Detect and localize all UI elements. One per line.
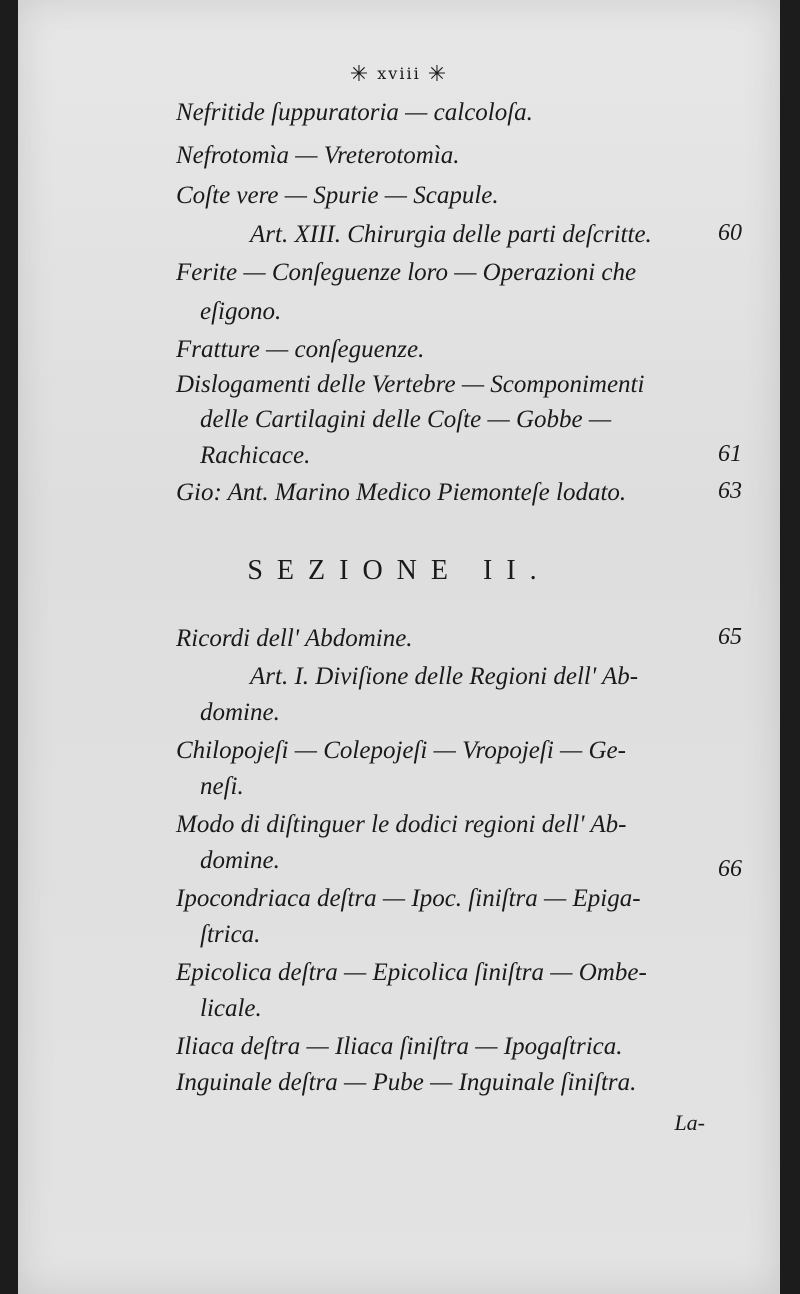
toc-line: delle Cartilagini delle Coſte — Gobbe — [200, 406, 612, 433]
toc-line: Rachicace. [200, 442, 311, 469]
toc-line: Gio: Ant. Marino Medico Piemonteſe lodato. [176, 479, 627, 506]
toc-line: ſtrica. [200, 921, 261, 948]
page-ref: 61 [718, 441, 742, 467]
toc-line: eſigono. [200, 298, 282, 325]
toc-line: Nefritide ſuppuratoria — calcoloſa. [176, 99, 533, 126]
ornament-left-icon: ✳ [349, 62, 371, 87]
toc-line: neſi. [200, 773, 244, 800]
ornament-right-icon: ✳ [427, 62, 449, 87]
toc-line: Inguinale deſtra — Pube — Inguinale ſiniſtra. [176, 1069, 637, 1096]
toc-line: Epicolica deſtra — Epicolica ſiniſtra — Ombe- [176, 959, 647, 986]
toc-line: Coſte vere — Spurie — Scapule. [176, 182, 499, 209]
toc-line: Chilopojeſi — Colepojeſi — Vropojeſi — Ge- [176, 737, 626, 764]
page-ref: 63 [718, 478, 742, 504]
catchword: La- [674, 1110, 705, 1135]
toc-line: Ricordi dell' Abdomine. [176, 625, 413, 652]
toc-line: Fratture — conſeguenze. [176, 336, 425, 363]
toc-line: Modo di diſtinguer le dodici regioni dell' Ab- [176, 811, 627, 838]
toc-line: Dislogamenti delle Vertebre — Scomponimenti [176, 371, 645, 398]
toc-line: Nefrotomìa — Vreterotomìa. [176, 142, 460, 169]
toc-line: licale. [200, 995, 262, 1022]
page-ref: 65 [718, 624, 742, 650]
section-title: SEZIONE II. [247, 555, 551, 586]
toc-line: Ipocondriaca deſtra — Ipoc. ſiniſtra — Epiga- [176, 885, 641, 912]
page-ref: 66 [718, 856, 742, 882]
toc-line: domine. [200, 847, 280, 874]
toc-line: Ferite — Conſeguenze loro — Operazioni che [176, 259, 637, 286]
page-number-roman: xviii [377, 64, 421, 83]
book-page [18, 0, 780, 1294]
toc-line: Iliaca deſtra — Iliaca ſiniſtra — Ipogaſtrica. [176, 1033, 623, 1060]
toc-line: domine. [200, 699, 280, 726]
toc-line: Art. I. Diviſione delle Regioni dell' Ab- [250, 663, 639, 690]
toc-line: Art. XIII. Chirurgia delle parti deſcritte. [250, 221, 652, 248]
page-header [18, 62, 780, 87]
page-ref: 60 [718, 220, 742, 246]
